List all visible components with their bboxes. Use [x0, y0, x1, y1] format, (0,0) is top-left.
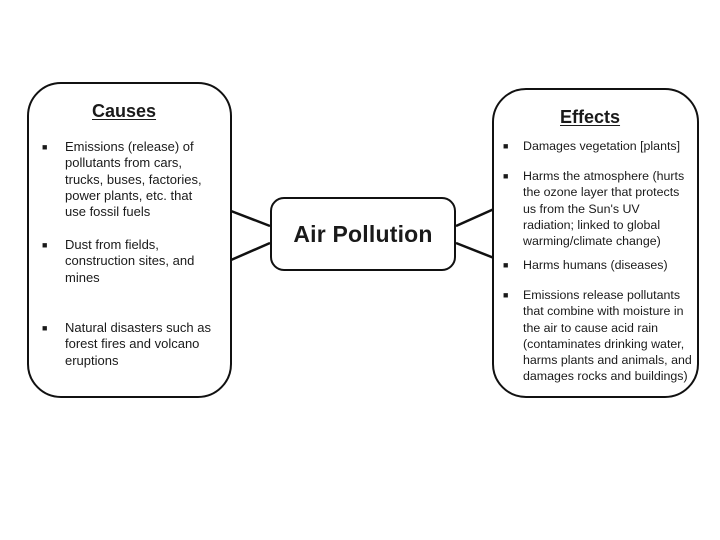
connector-causes-upper — [231, 211, 270, 226]
connector-effects-lower — [456, 243, 494, 258]
central-topic-title: Air Pollution — [293, 220, 433, 247]
effects-title: Effects — [560, 107, 621, 127]
effects-item — [503, 257, 693, 273]
bullet-icon: ■ — [503, 290, 509, 300]
bullet-icon: ■ — [42, 240, 48, 250]
causes-box — [27, 82, 232, 398]
causes-item — [42, 237, 214, 286]
effects-item-text: Harms the atmosphere (hurts the ozone layer that protects us from the Sun's UV radiation; linked to global warming/climate change) — [523, 169, 685, 249]
effects-item — [503, 287, 693, 385]
causes-item — [42, 320, 214, 369]
effects-item-text: Emissions release pollutants that combine with moisture in the air to cause acid rain (contaminates drinking water, harms plants and animals, and damages rocks and buildings) — [523, 288, 692, 384]
bullet-icon: ■ — [503, 141, 509, 151]
causes-item-text: Dust from fields, construction sites, and mines — [65, 237, 195, 285]
bullet-icon: ■ — [42, 323, 48, 333]
causes-item — [42, 139, 214, 220]
effects-box — [492, 88, 699, 398]
bullet-icon: ■ — [503, 171, 509, 181]
bullet-icon: ■ — [503, 260, 509, 270]
effects-item — [503, 138, 693, 154]
causes-item-text: Natural disasters such as forest fires and volcano eruptions — [65, 320, 211, 368]
connector-effects-upper — [456, 209, 494, 226]
effects-item — [503, 168, 693, 249]
causes-title: Causes — [92, 101, 157, 121]
connector-causes-lower — [231, 243, 270, 260]
central-topic-box — [270, 197, 456, 271]
effects-item-text: Damages vegetation [plants] — [523, 139, 681, 153]
bullet-icon: ■ — [42, 142, 48, 152]
effects-item-text: Harms humans (diseases) — [523, 258, 668, 272]
causes-item-text: Emissions (release) of pollutants from cars, trucks, buses, factories, power plants, etc. that use fossil fuels — [65, 139, 202, 220]
